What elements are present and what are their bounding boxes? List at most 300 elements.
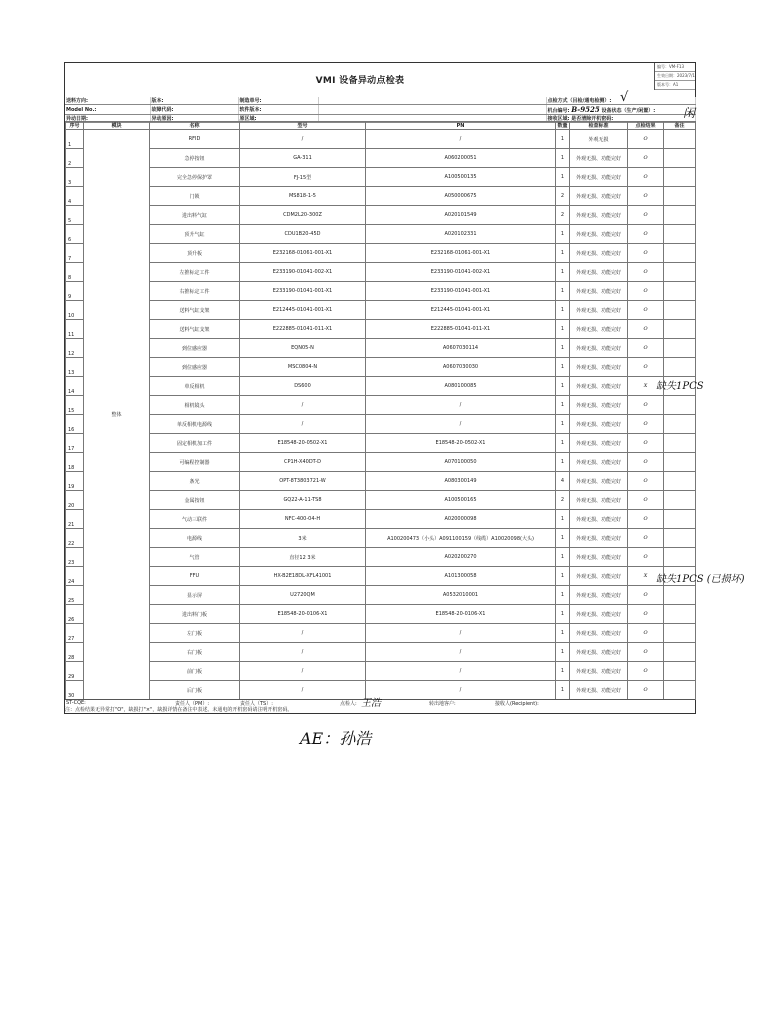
row-pn: /: [366, 681, 556, 700]
meta-table: [65, 97, 696, 123]
row-result: O: [628, 472, 664, 491]
row-note: [664, 130, 696, 149]
row-pn: /: [366, 415, 556, 434]
row-pn: E18548-20-0502-X1: [366, 434, 556, 453]
row-standard: 外观无损、功能完好: [570, 187, 628, 206]
row-note: [664, 320, 696, 339]
row-result: O: [628, 453, 664, 472]
row-standard: 外观无损: [570, 130, 628, 149]
row-result: O: [628, 130, 664, 149]
row-name: 门锁: [150, 187, 240, 206]
row-standard: 外观无损、功能完好: [570, 377, 628, 396]
row-result: O: [628, 548, 664, 567]
row-number: 3: [66, 168, 84, 187]
row-model: CP1H-X40DT-D: [240, 453, 366, 472]
meta-order-no: 制造单号:: [238, 97, 318, 105]
pm-label: 责任人（PM）:: [175, 701, 210, 707]
row-standard: 外观无损、功能完好: [570, 605, 628, 624]
row-qty: 1: [556, 301, 570, 320]
row-qty: 1: [556, 510, 570, 529]
row-number: 28: [66, 643, 84, 662]
row-name: 显示屏: [150, 586, 240, 605]
row-result: O: [628, 244, 664, 263]
header-note: 备注: [664, 122, 696, 130]
row-qty: 1: [556, 263, 570, 282]
row-qty: 1: [556, 225, 570, 244]
row-name: 金属按钮: [150, 491, 240, 510]
row-model: /: [240, 643, 366, 662]
row-note: [664, 491, 696, 510]
row-standard: 外观无损、功能完好: [570, 168, 628, 187]
table-row: [66, 206, 696, 225]
effective-date: 生效日期：2023/7/1: [655, 72, 695, 81]
row-name: 固定相机加工件: [150, 434, 240, 453]
row-standard: 外观无损、功能完好: [570, 510, 628, 529]
row-model: E222885-01041-011-X1: [240, 320, 366, 339]
row-note: [664, 472, 696, 491]
row-result: O: [628, 510, 664, 529]
row-name: 后门板: [150, 681, 240, 700]
row-name: FFU: [150, 567, 240, 586]
row-pn: E222885-01041-011-X1: [366, 320, 556, 339]
ts-label: 责任人（TS）:: [240, 701, 273, 707]
table-row: [66, 377, 696, 396]
row-number: 19: [66, 472, 84, 491]
table-row: [66, 643, 696, 662]
row-model: GQ22-A-11-TS8: [240, 491, 366, 510]
row-pn: A100200473（小头）A091100159（线缆）A10020098(大头): [366, 529, 556, 548]
meta-software-version: 软件版本:: [238, 105, 318, 115]
row-note: [664, 339, 696, 358]
handwritten-status-mark: 闲: [683, 106, 696, 120]
row-qty: 4: [556, 472, 570, 491]
row-pn: A0607030114: [366, 339, 556, 358]
row-result: O: [628, 529, 664, 548]
row-number: 12: [66, 339, 84, 358]
handwritten-check-mark: √: [620, 90, 629, 105]
row-number: 11: [66, 320, 84, 339]
row-number: 8: [66, 263, 84, 282]
row-name: RFID: [150, 130, 240, 149]
table-row: [66, 605, 696, 624]
row-qty: 1: [556, 662, 570, 681]
handwritten-machine-no: B-9525: [571, 105, 600, 114]
row-model: /: [240, 662, 366, 681]
row-standard: 外观无损、功能完好: [570, 643, 628, 662]
table-row: [66, 130, 696, 149]
row-model: DS600: [240, 377, 366, 396]
row-result: X: [628, 567, 664, 586]
row-qty: 1: [556, 168, 570, 187]
row-note: [664, 643, 696, 662]
table-row: [66, 225, 696, 244]
handwritten-note-row14: 缺失1PCS: [656, 381, 704, 392]
row-standard: 外观无损、功能完好: [570, 529, 628, 548]
row-qty: 1: [556, 586, 570, 605]
row-name: 进出料气缸: [150, 206, 240, 225]
row-qty: 1: [556, 415, 570, 434]
row-result: O: [628, 339, 664, 358]
row-note: [664, 396, 696, 415]
row-model: /: [240, 130, 366, 149]
row-name: 顶升板: [150, 244, 240, 263]
meta-fault-code: 故障代码:: [150, 105, 238, 115]
table-row: [66, 396, 696, 415]
row-note: [664, 206, 696, 225]
row-qty: 1: [556, 453, 570, 472]
row-standard: 外观无损、功能完好: [570, 681, 628, 700]
header-standard: 检查标准: [570, 122, 628, 130]
row-pn: /: [366, 130, 556, 149]
row-standard: 外观无损、功能完好: [570, 358, 628, 377]
row-note: [664, 187, 696, 206]
row-name: 电源线: [150, 529, 240, 548]
table-row: [66, 358, 696, 377]
row-number: 17: [66, 434, 84, 453]
st-cqe-label: ST-CQE:: [66, 700, 86, 706]
row-standard: 外观无损、功能完好: [570, 453, 628, 472]
header-module: 模块: [84, 122, 150, 130]
row-model: EQN05-N: [240, 339, 366, 358]
row-qty: 1: [556, 529, 570, 548]
row-number: 15: [66, 396, 84, 415]
row-model: FJ-15型: [240, 168, 366, 187]
row-number: 24: [66, 567, 84, 586]
row-pn: E232168-01061-001-X1: [366, 244, 556, 263]
table-row: [66, 662, 696, 681]
meta-machine-status: 机台编号: B-9525 设备状态（生产/闲置）:: [546, 105, 695, 115]
row-standard: 外观无损、功能完好: [570, 225, 628, 244]
table-row: [66, 472, 696, 491]
row-pn: E233190-01041-001-X1: [366, 282, 556, 301]
row-model: E212445-01041-001-X1: [240, 301, 366, 320]
row-qty: 1: [556, 643, 570, 662]
row-standard: 外观无损、功能完好: [570, 491, 628, 510]
row-model: MSC0804-N: [240, 358, 366, 377]
row-pn: E18548-20-0106-X1: [366, 605, 556, 624]
row-model: E233190-01041-001-X1: [240, 282, 366, 301]
header-result: 点检结果: [628, 122, 664, 130]
row-number: 2: [66, 149, 84, 168]
row-standard: 外观无损、功能完好: [570, 244, 628, 263]
handwritten-note-row24: 缺失1PCS (已损坏): [656, 574, 745, 585]
row-model: E18548-20-0106-X1: [240, 605, 366, 624]
row-number: 20: [66, 491, 84, 510]
transfer-customer-label: 转出地客户:: [429, 701, 456, 707]
row-result: O: [628, 168, 664, 187]
table-row: [66, 586, 696, 605]
row-standard: 外观无损、功能完好: [570, 586, 628, 605]
row-note: [664, 244, 696, 263]
row-note: [664, 662, 696, 681]
row-qty: 1: [556, 377, 570, 396]
row-name: 单反相机: [150, 377, 240, 396]
table-row: [66, 624, 696, 643]
row-result: O: [628, 396, 664, 415]
row-result: O: [628, 681, 664, 700]
row-note: [664, 149, 696, 168]
row-standard: 外观无损、功能完好: [570, 662, 628, 681]
row-qty: 1: [556, 339, 570, 358]
row-standard: 外观无损、功能完好: [570, 396, 628, 415]
row-number: 16: [66, 415, 84, 434]
row-name: 右门板: [150, 643, 240, 662]
row-standard: 外观无损、功能完好: [570, 567, 628, 586]
table-row: [66, 548, 696, 567]
row-name: 可编程控制器: [150, 453, 240, 472]
inspection-table: [65, 121, 696, 700]
row-qty: 1: [556, 244, 570, 263]
row-number: 7: [66, 244, 84, 263]
row-qty: 2: [556, 187, 570, 206]
row-name: 右推标定工件: [150, 282, 240, 301]
row-note: [664, 358, 696, 377]
row-name: 气动三联件: [150, 510, 240, 529]
table-row: [66, 339, 696, 358]
row-number: 23: [66, 548, 84, 567]
page-title: VMI 设备异动点检表: [315, 76, 405, 86]
row-standard: 外观无损、功能完好: [570, 548, 628, 567]
row-model: E232168-01061-001-X1: [240, 244, 366, 263]
row-qty: 1: [556, 624, 570, 643]
row-model: /: [240, 624, 366, 643]
row-result: O: [628, 149, 664, 168]
row-pn: /: [366, 662, 556, 681]
row-standard: 外观无损、功能完好: [570, 206, 628, 225]
table-row: [66, 529, 696, 548]
row-model: CDU1B20-45D: [240, 225, 366, 244]
table-row: [66, 168, 696, 187]
footer-note: 注：点检结果无异常打"O"，缺损打"×"，缺损详情在备注中表述。未通电的开机密码请注明开机密码。: [65, 707, 293, 713]
header-pn: PN: [366, 122, 556, 130]
row-number: 4: [66, 187, 84, 206]
row-standard: 外观无损、功能完好: [570, 472, 628, 491]
row-note: [664, 415, 696, 434]
row-qty: 1: [556, 320, 570, 339]
row-name: 送料气缸支架: [150, 301, 240, 320]
row-number: 10: [66, 301, 84, 320]
row-result: O: [628, 263, 664, 282]
row-note: [664, 453, 696, 472]
row-pn: A0607030030: [366, 358, 556, 377]
table-row: [66, 491, 696, 510]
table-row: [66, 187, 696, 206]
row-name: 相机镜头: [150, 396, 240, 415]
row-number: 1: [66, 130, 84, 149]
row-number: 22: [66, 529, 84, 548]
row-pn: A020101549: [366, 206, 556, 225]
row-name: 送料气缸支架: [150, 320, 240, 339]
row-pn: A050000675: [366, 187, 556, 206]
row-note: [664, 434, 696, 453]
row-model: NFC-400-04-H: [240, 510, 366, 529]
row-standard: 外观无损、功能完好: [570, 624, 628, 643]
row-name: 进出料门板: [150, 605, 240, 624]
meta-feed-direction: 送料方向:: [65, 97, 150, 105]
row-result: O: [628, 282, 664, 301]
meta-model-no: Model No.:: [65, 105, 150, 115]
row-pn: A0532010001: [366, 586, 556, 605]
row-note: [664, 529, 696, 548]
recipient-label: 接收人(Recipient):: [495, 701, 539, 707]
table-row: [66, 244, 696, 263]
row-qty: 2: [556, 206, 570, 225]
inspector-label: 点检人:: [340, 701, 357, 707]
meta-version: 版本:: [150, 97, 238, 105]
table-row: [66, 149, 696, 168]
row-result: O: [628, 320, 664, 339]
row-result: O: [628, 624, 664, 643]
row-model: HX-B2E18DL-XFL41001: [240, 567, 366, 586]
row-pn: A080100085: [366, 377, 556, 396]
row-result: O: [628, 415, 664, 434]
row-note: [664, 681, 696, 700]
row-model: OPT-8T3803721-W: [240, 472, 366, 491]
header-qty: 数量: [557, 123, 568, 129]
row-standard: 外观无损、功能完好: [570, 434, 628, 453]
row-name: 到位感应器: [150, 358, 240, 377]
row-standard: 外观无损、功能完好: [570, 263, 628, 282]
row-model: E18548-20-0502-X1: [240, 434, 366, 453]
row-standard: 外观无损、功能完好: [570, 301, 628, 320]
ae-signature: AE：孙浩: [300, 729, 372, 748]
meta-change-date: 异动日期:: [65, 115, 150, 123]
row-name: 急停按钮: [150, 149, 240, 168]
inspector-signature: 王浩: [361, 698, 381, 709]
row-pn: A101300058: [366, 567, 556, 586]
row-standard: 外观无损、功能完好: [570, 415, 628, 434]
row-note: [664, 624, 696, 643]
row-result: O: [628, 206, 664, 225]
row-qty: 1: [556, 605, 570, 624]
row-result: X: [628, 377, 664, 396]
version-number: 版本号：A1: [655, 81, 695, 90]
row-qty: 1: [556, 149, 570, 168]
header-no: 序号: [66, 122, 84, 130]
row-result: O: [628, 643, 664, 662]
row-number: 21: [66, 510, 84, 529]
row-model: 3米: [240, 529, 366, 548]
row-pn: E212445-01041-001-X1: [366, 301, 556, 320]
row-qty: 1: [556, 434, 570, 453]
table-header: [66, 122, 696, 130]
row-number: 5: [66, 206, 84, 225]
row-pn: A100500135: [366, 168, 556, 187]
inspection-sheet: [64, 62, 696, 714]
header-model: 型号: [240, 122, 366, 130]
table-row: [66, 301, 696, 320]
row-name: 左门板: [150, 624, 240, 643]
row-name: 气管: [150, 548, 240, 567]
row-pn: A020200270: [366, 548, 556, 567]
row-name: 单反相机电源线: [150, 415, 240, 434]
table-row: [66, 453, 696, 472]
row-qty: 1: [556, 681, 570, 700]
row-note: [664, 301, 696, 320]
row-name: 前门板: [150, 662, 240, 681]
row-note: [664, 225, 696, 244]
row-number: 14: [66, 377, 84, 396]
row-result: O: [628, 225, 664, 244]
row-pn: A020000098: [366, 510, 556, 529]
row-standard: 外观无损、功能完好: [570, 149, 628, 168]
row-result: O: [628, 491, 664, 510]
row-name: 左推标定工件: [150, 263, 240, 282]
row-result: O: [628, 301, 664, 320]
row-result: O: [628, 358, 664, 377]
table-row: [66, 434, 696, 453]
row-note: [664, 548, 696, 567]
row-result: O: [628, 187, 664, 206]
row-note: [664, 168, 696, 187]
meta-check-method: 点检方式（目检/通电检测）:: [546, 97, 695, 105]
table-row: [66, 415, 696, 434]
row-name: 顶升气缸: [150, 225, 240, 244]
row-number: 6: [66, 225, 84, 244]
row-pn: A100500165: [366, 491, 556, 510]
meta-origin-area: 原区域:: [238, 115, 318, 123]
row-standard: 外观无损、功能完好: [570, 320, 628, 339]
row-note: [664, 282, 696, 301]
row-standard: 外观无损、功能完好: [570, 282, 628, 301]
row-number: 30: [66, 681, 84, 700]
row-number: 13: [66, 358, 84, 377]
row-standard: 外观无损、功能完好: [570, 339, 628, 358]
row-pn: /: [366, 624, 556, 643]
row-number: 18: [66, 453, 84, 472]
row-number: 25: [66, 586, 84, 605]
row-number: 27: [66, 624, 84, 643]
row-result: O: [628, 662, 664, 681]
row-qty: 1: [556, 130, 570, 149]
row-pn: A070100050: [366, 453, 556, 472]
row-note: [664, 605, 696, 624]
row-pn: /: [366, 396, 556, 415]
row-model: CDM2L20-300Z: [240, 206, 366, 225]
row-result: O: [628, 586, 664, 605]
row-pn: /: [366, 643, 556, 662]
row-number: 29: [66, 662, 84, 681]
row-model: /: [240, 415, 366, 434]
table-row: [66, 263, 696, 282]
row-name: 完全急停保护罩: [150, 168, 240, 187]
row-qty: 1: [556, 567, 570, 586]
row-qty: 1: [556, 358, 570, 377]
row-name: 条光: [150, 472, 240, 491]
row-qty: 1: [556, 548, 570, 567]
row-pn: A060200051: [366, 149, 556, 168]
row-note: [664, 263, 696, 282]
row-name: 到位感应器: [150, 339, 240, 358]
doc-control-box: [654, 63, 695, 90]
row-model: U2720QM: [240, 586, 366, 605]
row-model: 直径12 3米: [240, 548, 366, 567]
row-qty: 1: [556, 396, 570, 415]
row-note: [664, 586, 696, 605]
doc-number: 编号：VM-F13: [655, 63, 695, 72]
table-row: [66, 282, 696, 301]
row-qty: 2: [556, 491, 570, 510]
module-cell: 整体: [84, 130, 150, 700]
row-model: MS818-1-5: [240, 187, 366, 206]
row-pn: E233190-01041-002-X1: [366, 263, 556, 282]
row-pn: A020102331: [366, 225, 556, 244]
meta-receive-area: 接收区域: 是否清除开机密码:: [546, 115, 695, 123]
meta-change-reason: 异动原因:: [150, 115, 238, 123]
row-model: GA-311: [240, 149, 366, 168]
table-row: [66, 320, 696, 339]
row-result: O: [628, 434, 664, 453]
